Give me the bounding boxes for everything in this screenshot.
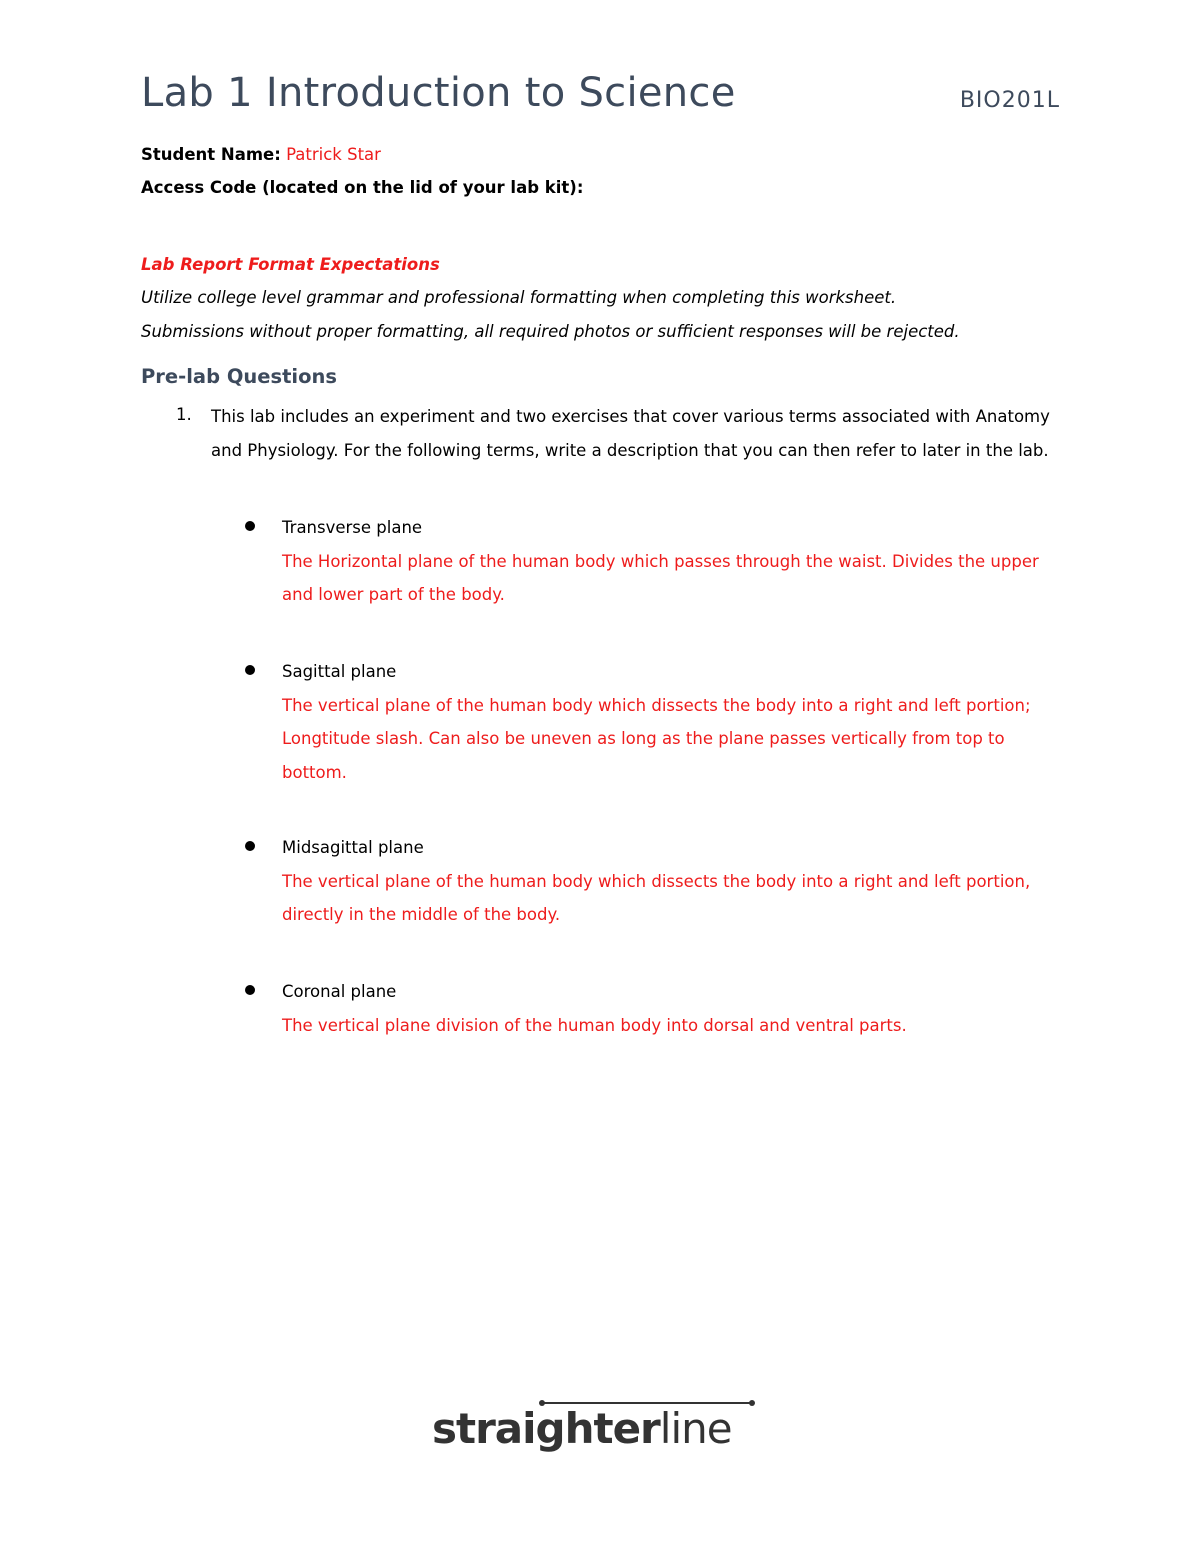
question-text: This lab includes an experiment and two exercises that cover various terms associated with Anatomy and Physiology. For the following terms, write a description that you can then refer to later in the lab. [211, 407, 1050, 460]
document-title: Lab 1 Introduction to Science [141, 70, 736, 116]
expectations-line-1: Utilize college level grammar and professional formatting when completing this worksheet. [141, 288, 897, 307]
student-name-label: Student Name: [141, 145, 281, 164]
straighterline-logo [432, 1398, 762, 1468]
logo-text [432, 1404, 732, 1453]
question-number: 1. [176, 405, 192, 424]
logo-text-light: line [659, 1404, 732, 1453]
access-code-line [141, 178, 583, 197]
student-name-value: Patrick Star [286, 145, 381, 164]
term-name: Coronal plane [282, 982, 397, 1001]
access-code-label: Access Code (located on the lid of your lab kit): [141, 178, 584, 197]
bullet-icon [245, 521, 255, 531]
term-name: Transverse plane [282, 518, 423, 537]
term-description: The vertical plane of the human body which dissects the body into a right and left portion; Longtitude slash. Can also be uneven as long as the plane passes vertically from top to bottom. [282, 695, 1031, 782]
term-name: Sagittal plane [282, 662, 397, 681]
bullet-icon [245, 665, 255, 675]
term-description: The vertical plane division of the human body into dorsal and ventral parts. [282, 1015, 907, 1035]
expectations-line-2: Submissions without proper formatting, all required photos or sufficient responses will be rejected. [141, 322, 960, 341]
term-name: Midsagittal plane [282, 838, 424, 857]
term-description: The Horizontal plane of the human body which passes through the waist. Divides the upper and lower part of the body. [282, 551, 1039, 604]
course-code: BIO201L [959, 88, 1060, 113]
logo-dot-right [749, 1400, 755, 1406]
term-description: The vertical plane of the human body which dissects the body into a right and left portion, directly in the middle of the body. [282, 871, 1031, 924]
prelab-heading: Pre-lab Questions [141, 365, 337, 388]
student-name-line [141, 145, 381, 164]
expectations-heading: Lab Report Format Expectations [141, 255, 440, 274]
bullet-icon [245, 985, 255, 995]
bullet-icon [245, 841, 255, 851]
logo-text-bold: straighter [432, 1404, 660, 1453]
